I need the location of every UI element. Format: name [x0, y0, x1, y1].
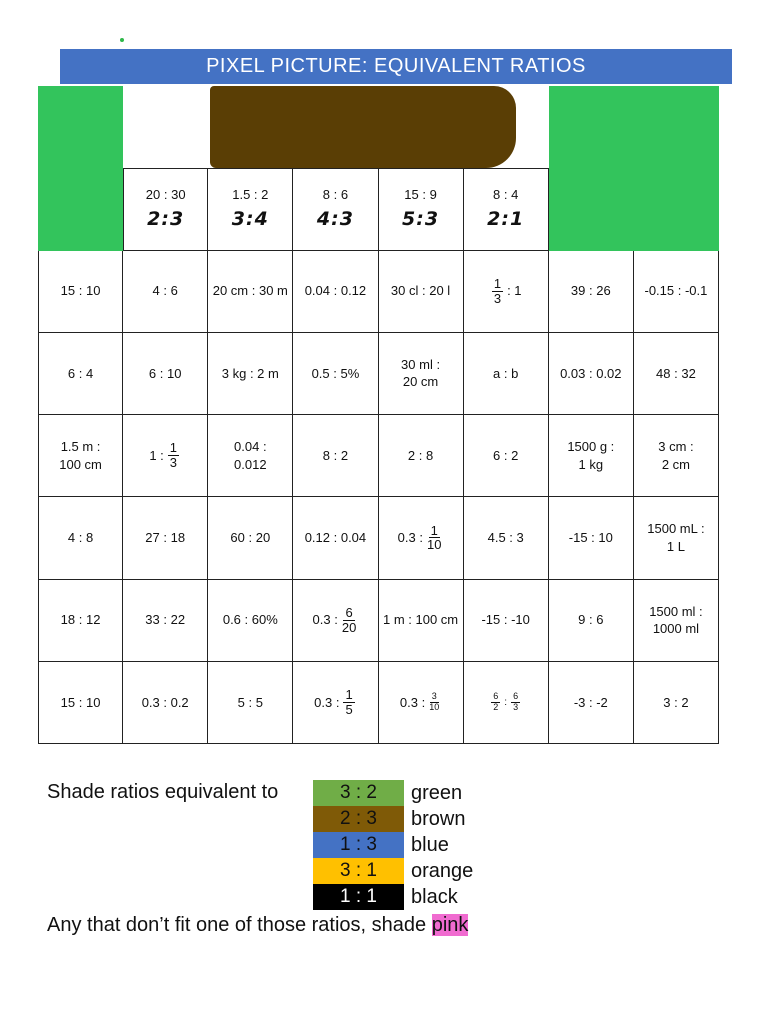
ratio-text: 8 : 4: [493, 186, 519, 202]
pink-highlight: pink: [431, 914, 469, 936]
ratio-text: 3 : 2: [663, 694, 689, 710]
ratio-text: 5 : 5: [237, 694, 263, 710]
ratio-text: -3 : -2: [573, 694, 608, 710]
cell-r1-c2[interactable]: [123, 168, 208, 250]
legend-name: green: [411, 781, 463, 804]
ratio-text: 48 : 32: [656, 365, 696, 381]
page-title: PIXEL PICTURE: EQUIVALENT RATIOS: [60, 49, 732, 84]
swatch-black: 1 : 1: [313, 884, 404, 910]
cell-r4-c5[interactable]: [379, 415, 464, 497]
cell-r4-c1[interactable]: [38, 415, 123, 497]
cell-r4-c8[interactable]: [634, 415, 719, 497]
cell-r3-c1[interactable]: [38, 333, 123, 415]
cell-r4-c7[interactable]: [549, 415, 634, 497]
fraction: $\frac{1}{3}$: [169, 440, 178, 471]
ratio-text: 4 : 8: [67, 530, 94, 546]
legend-item-green: [313, 780, 473, 806]
ratio-text: 6 : 10: [148, 365, 182, 381]
cell-r6-c2[interactable]: [123, 580, 208, 662]
ratio-text: 60 : 20: [230, 530, 271, 546]
cell-r4-c2[interactable]: 1 : $\frac{1}{3}$: [123, 415, 208, 497]
ratio-text: 1 m : 100 cm: [382, 612, 459, 628]
cell-r0-c2[interactable]: [123, 86, 208, 168]
cell-r6-c6[interactable]: [464, 580, 549, 662]
ratio-text: 4 : 6: [152, 283, 178, 299]
cell-r1-c8[interactable]: [634, 168, 719, 250]
ratio-text: 9 : 6: [578, 612, 604, 628]
fraction: $\frac{1}{3}$: [493, 275, 502, 306]
cell-r5-c4[interactable]: [293, 497, 378, 579]
ratio-text: a : b: [493, 365, 519, 381]
cell-r1-c6[interactable]: [464, 168, 549, 250]
cell-r5-c8[interactable]: [634, 497, 719, 579]
cell-r0-c1[interactable]: [38, 86, 123, 168]
swatch-green: 3 : 2: [313, 780, 404, 806]
handwritten-answer: 2:3: [147, 208, 185, 231]
cell-r7-c2[interactable]: [123, 662, 208, 744]
handwritten-answer: 5:3: [402, 208, 440, 231]
legend-item-black: [313, 884, 473, 910]
cell-r3-c3[interactable]: [208, 333, 293, 415]
cell-r2-c5[interactable]: [379, 251, 464, 333]
legend-item-blue: [313, 832, 473, 858]
fraction: $\frac{6}{3}$: [513, 691, 519, 712]
legend-name: black: [411, 885, 458, 908]
cell-r0-c7[interactable]: [549, 86, 634, 168]
cell-r3-c5[interactable]: [379, 333, 464, 415]
ratio-text: 1.5 : 2: [232, 186, 269, 202]
cell-r1-c7[interactable]: [549, 168, 634, 250]
fraction: $\frac{6}{20}$: [341, 604, 357, 635]
ratio-text: 4.5 : 3: [487, 530, 524, 546]
cell-r7-c5[interactable]: 0.3 : $\frac{3}{10}$: [379, 662, 464, 744]
footer-text: Any that don’t fit one of those ratios, shade: [47, 914, 427, 936]
swatch-brown: 2 : 3: [313, 806, 404, 832]
ratio-text: -0.15 : -0.1: [644, 283, 708, 299]
ratio-text: 30 ml :: [401, 356, 441, 372]
ratio-text: 0.04 :: [234, 439, 267, 455]
cell-r2-c2[interactable]: [123, 251, 208, 333]
ratio-text: -15 : -10: [481, 612, 530, 628]
cell-r3-c8[interactable]: [634, 333, 719, 415]
fraction: $\frac{6}{2}$: [493, 691, 499, 712]
color-legend: [313, 780, 473, 910]
cell-r3-c2[interactable]: [123, 333, 208, 415]
ratio-text: 6 : 4: [67, 365, 94, 381]
ratio-text: -15 : 10: [568, 530, 613, 546]
cell-r4-c4[interactable]: [293, 415, 378, 497]
cell-r6-c5[interactable]: [379, 580, 464, 662]
ratio-text: 15 : 10: [60, 283, 101, 299]
ratio-text: 1500 ml :: [649, 603, 703, 619]
legend-item-orange: [313, 858, 473, 884]
cell-r6-c8[interactable]: [634, 580, 719, 662]
ratio-text: 1500 mL :: [647, 521, 705, 537]
cell-r6-c4[interactable]: 0.3 : $\frac{6}{20}$: [293, 580, 378, 662]
ratio-text: 8 : 2: [322, 447, 349, 463]
ratio-text: 3 cm :: [658, 439, 694, 455]
cell-r1-c1[interactable]: [38, 168, 123, 250]
cell-r0-c3[interactable]: [208, 86, 293, 168]
ratio-text: 15 : 9: [404, 186, 437, 202]
cell-r7-c4[interactable]: 0.3 : $\frac{1}{5}$: [293, 662, 378, 744]
cell-r4-c6[interactable]: [464, 415, 549, 497]
ratio-text: 8 : 6: [322, 186, 349, 202]
ratio-text: 0.5 : 5%: [311, 365, 360, 381]
cell-r6-c3[interactable]: [208, 580, 293, 662]
cell-r1-c4[interactable]: [293, 168, 378, 250]
fraction: $\frac{3}{10}$: [429, 691, 440, 712]
swatch-blue: 1 : 3: [313, 832, 404, 858]
cell-r7-c1[interactable]: [38, 662, 123, 744]
fraction: $\frac{1}{5}$: [345, 687, 353, 717]
handwritten-answer: 3:4: [231, 208, 269, 231]
cell-r5-c6[interactable]: [464, 497, 549, 579]
ratio-text: 1 L: [666, 538, 685, 554]
ratio-text: 100 cm: [59, 456, 102, 472]
ratio-grid: [38, 86, 719, 744]
fraction: $\frac{1}{10}$: [426, 522, 442, 553]
cell-r4-c3[interactable]: [208, 415, 293, 497]
ratio-text: 1500 g :: [567, 439, 615, 455]
legend-name: blue: [411, 833, 449, 856]
cell-r2-c6[interactable]: $\frac{1}{3}$ : 1: [464, 251, 549, 333]
ratio-text: 6 : 2: [493, 447, 519, 463]
ratio-text: 20 cm : 30 m: [212, 283, 288, 299]
ratio-text: 27 : 18: [145, 530, 186, 546]
cell-r2-c1[interactable]: [38, 251, 123, 333]
cell-r0-c5[interactable]: [379, 86, 464, 168]
ratio-text: 2 : 8: [407, 447, 434, 463]
cell-r7-c7[interactable]: [549, 662, 634, 744]
ratio-text: 0.012: [234, 456, 267, 472]
legend-name: orange: [411, 859, 474, 882]
legend-name: brown: [411, 807, 466, 830]
cell-r2-c4[interactable]: [293, 251, 378, 333]
ratio-text: 18 : 12: [60, 612, 101, 628]
green-dot-mark: [120, 38, 124, 42]
cell-r0-c4[interactable]: [293, 86, 378, 168]
cell-r1-c5[interactable]: [379, 168, 464, 250]
legend-intro: Shade ratios equivalent to: [47, 781, 279, 803]
cell-r5-c3[interactable]: [208, 497, 293, 579]
cell-r0-c8[interactable]: [634, 86, 719, 168]
cell-r6-c7[interactable]: [549, 580, 634, 662]
cell-r2-c8[interactable]: [634, 251, 719, 333]
ratio-text: 0.04 : 0.12: [304, 283, 367, 299]
handwritten-answer: 4:3: [316, 208, 354, 231]
cell-r5-c2[interactable]: [123, 497, 208, 579]
ratio-text: 0.03 : 0.02: [560, 365, 622, 381]
cell-r3-c4[interactable]: [293, 333, 378, 415]
handwritten-answer: 2:1: [487, 208, 525, 231]
ratio-text: 33 : 22: [145, 612, 186, 628]
cell-r2-c3[interactable]: [208, 251, 293, 333]
cell-r7-c3[interactable]: [208, 662, 293, 744]
cell-r7-c8[interactable]: [634, 662, 719, 744]
ratio-text: 1.5 m :: [60, 439, 101, 455]
legend-item-brown: [313, 806, 473, 832]
cell-r6-c1[interactable]: [38, 580, 123, 662]
ratio-text: 20 cm: [402, 374, 439, 390]
ratio-text: 0.12 : 0.04: [304, 530, 367, 546]
cell-r5-c7[interactable]: [549, 497, 634, 579]
cell-r3-c6[interactable]: [464, 333, 549, 415]
swatch-orange: 3 : 1: [313, 858, 404, 884]
cell-r5-c5[interactable]: 0.3 : $\frac{1}{10}$: [379, 497, 464, 579]
ratio-text: 30 cl : 20 l: [390, 283, 451, 299]
ratio-text: 0.6 : 60%: [222, 612, 278, 628]
cell-r0-c6[interactable]: [464, 86, 549, 168]
footer-instruction: [47, 914, 468, 937]
ratio-text: 2 cm: [661, 456, 691, 472]
ratio-text: 20 : 30: [145, 186, 186, 202]
cell-r5-c1[interactable]: [38, 497, 123, 579]
ratio-text: 39 : 26: [570, 283, 611, 299]
cell-r1-c3[interactable]: [208, 168, 293, 250]
ratio-text: 1 kg: [578, 456, 604, 472]
cell-r2-c7[interactable]: [549, 251, 634, 333]
ratio-text: 0.3 : 0.2: [141, 694, 189, 710]
ratio-text: 15 : 10: [60, 694, 101, 710]
ratio-text: 1000 ml: [652, 621, 700, 637]
cell-r3-c7[interactable]: [549, 333, 634, 415]
ratio-text: 3 kg : 2 m: [221, 365, 279, 381]
cell-r7-c6[interactable]: $\frac{6}{2}$ : $\frac{6}{3}$: [464, 662, 549, 744]
